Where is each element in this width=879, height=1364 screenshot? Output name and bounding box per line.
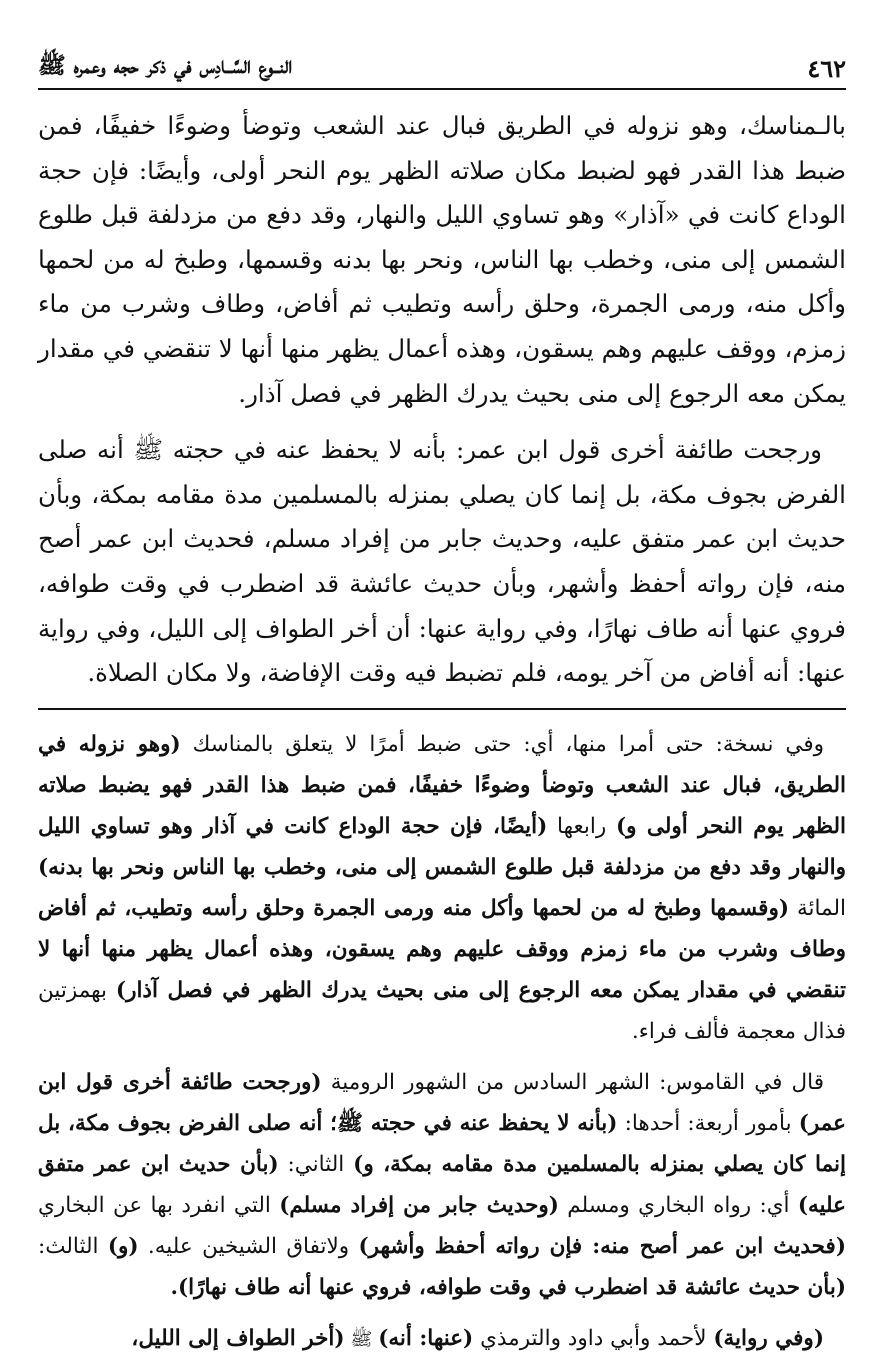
commentary-text: رابعها bbox=[547, 813, 616, 839]
main-text bbox=[38, 104, 846, 696]
main-paragraph: بالـمناسك، وهو نزوله في الطريق فبال عند الشعب وتوضأ وضوءًا خفيفًا، فمن ضبط هذا القدر فهو لضبط مكان صلاته الظهر يوم النحر أولى، وأيضًا: فإن حجة الوداع كانت في «آذار» وهو تساوي الليل والنهار، وقد دفع من مزدلفة قبل طلوع الشمس إلى منى، وخطب بها الناس، ونحر بها بدنه وقسمها، وطبخ له من لحمها وأكل منه، ورمى الجمرة، وحلق رأسه وتطيب ثم أفاض، وطاف وشرب من ماء زمزم، ووقف عليهم وهم يسقون، وهذه أعمال يظهر منها أنها لا تنقضي في مقدار يمكن معه الرجوع إلى منى بحيث يدرك الظهر في فصل آذار. bbox=[37, 111, 846, 408]
commentary-text: قال في القاموس: الشهر السادس من الشهور الرومية bbox=[321, 1069, 824, 1095]
quoted-text: (بأن حديث ابن عمر متفق عليه) bbox=[38, 1151, 846, 1218]
commentary-text: ولاتفاق الشيخين عليه. bbox=[138, 1233, 359, 1259]
commentary-text: وفي نسخة: حتى أمرا منها، أي: حتى ضبط أمرًا لا يتعلق بالمناسك bbox=[180, 731, 824, 757]
commentary-text: الثالث: bbox=[38, 1233, 108, 1259]
page-header bbox=[38, 48, 846, 90]
commentary-text: لأحمد وأبي داود والترمذي bbox=[473, 1325, 714, 1351]
commentary-paragraph bbox=[38, 1318, 846, 1360]
quoted-text: (أخر الطواف إلى الليل، bbox=[131, 1325, 345, 1351]
commentary-paragraph bbox=[38, 1062, 846, 1308]
commentary-text: الثاني: bbox=[278, 1151, 354, 1177]
quoted-text: (ورجحت طائفة أخرى قول ابن عمر) bbox=[38, 1069, 846, 1136]
running-title: النــوع السَّــادِس في ذكر حجه وعمره ﷺ bbox=[38, 52, 293, 79]
commentary-text: التي انفرد بها عن البخاري bbox=[38, 1192, 280, 1218]
quoted-text: (و) bbox=[107, 1233, 139, 1259]
page-number: ٤٦٢ bbox=[807, 53, 846, 83]
quoted-text: (وقسمها وطبخ له من لحمها وأكل منه ورمى الجمرة وحلق رأسه وتطيب، ثم أفاض وطاف وشرب من ماء زمزم ووقف عليهم وهم يسقون، وهذه أعمال يظهر منها أنها لا تنقضي في مقدار يمكن معه الرجوع إلى منى بحيث يدرك الظهر في فصل آذار) bbox=[38, 895, 847, 1003]
quoted-text: (أيضًا، فإن حجة الوداع كانت في آذار وهو تساوي الليل والنهار وقد دفع من مزدلفة قبل طلوع الشمس إلى منى، وخطب بها الناس ونحر بها بدنه) bbox=[38, 813, 846, 880]
commentary-text: المائة bbox=[789, 895, 846, 921]
commentary bbox=[38, 724, 846, 1360]
quoted-text: (وهو نزوله في الطريق، فبال عند الشعب وتوضأ وضوءًا خفيفًا، فمن ضبط هذا القدر فهو يضبط صلاته الظهر يوم النحر أولى و) bbox=[38, 731, 846, 839]
commentary-text: بهمزتين فذال معجمة فألف فراء. bbox=[38, 977, 846, 1044]
salutation-glyph: ﷺ bbox=[344, 1328, 379, 1350]
book-page bbox=[37, 48, 847, 1351]
commentary-text: بأمور أربعة: أحدها: bbox=[617, 1110, 799, 1136]
main-paragraph: ورجحت طائفة أخرى قول ابن عمر: بأنه لا يحفظ عنه في حجته ﷺ أنه صلى الفرض بجوف مكة، بل إنما كان يصلي بمنزله بالمسلمين مدة مقامه بمكة، وبأن حديث ابن عمر متفق عليه، وحديث جابر من إفراد مسلم، فحديث ابن عمر أصح منه، فإن رواته أحفظ وأشهر، وبأن حديث عائشة قد اضطرب في وقت طوافه، فروي عنها أنه طاف نهارًا، وفي رواية عنها: أن أخر الطواف إلى الليل، وفي رواية عنها: أنه أفاض من آخر يومه، فلم تضبط فيه وقت الإفاضة، ولا مكان الصلاة. bbox=[38, 435, 846, 688]
commentary-paragraph bbox=[38, 724, 846, 1052]
quoted-text: (بأن حديث عائشة قد اضطرب في وقت طوافه، فروي عنها أنه طاف نهارًا). bbox=[170, 1274, 846, 1300]
quoted-text: (فحديث ابن عمر أصح منه: فإن رواته أحفظ وأشهر) bbox=[358, 1233, 846, 1259]
footnote-divider bbox=[38, 708, 846, 710]
quoted-text: (وفي رواية) bbox=[713, 1325, 824, 1351]
quoted-text: (بأنه لا يحفظ عنه في حجته ﷺ؛ أنه صلى الفرض بجوف مكة، بل إنما كان يصلي بمنزله بالمسلمين مدة مقامه بمكة، و) bbox=[38, 1110, 846, 1177]
quoted-text: (وحديث جابر من إفراد مسلم) bbox=[279, 1192, 559, 1218]
commentary-text: أي: رواه البخاري ومسلم bbox=[558, 1192, 798, 1218]
quoted-text: (عنها: أنه) bbox=[378, 1325, 474, 1351]
